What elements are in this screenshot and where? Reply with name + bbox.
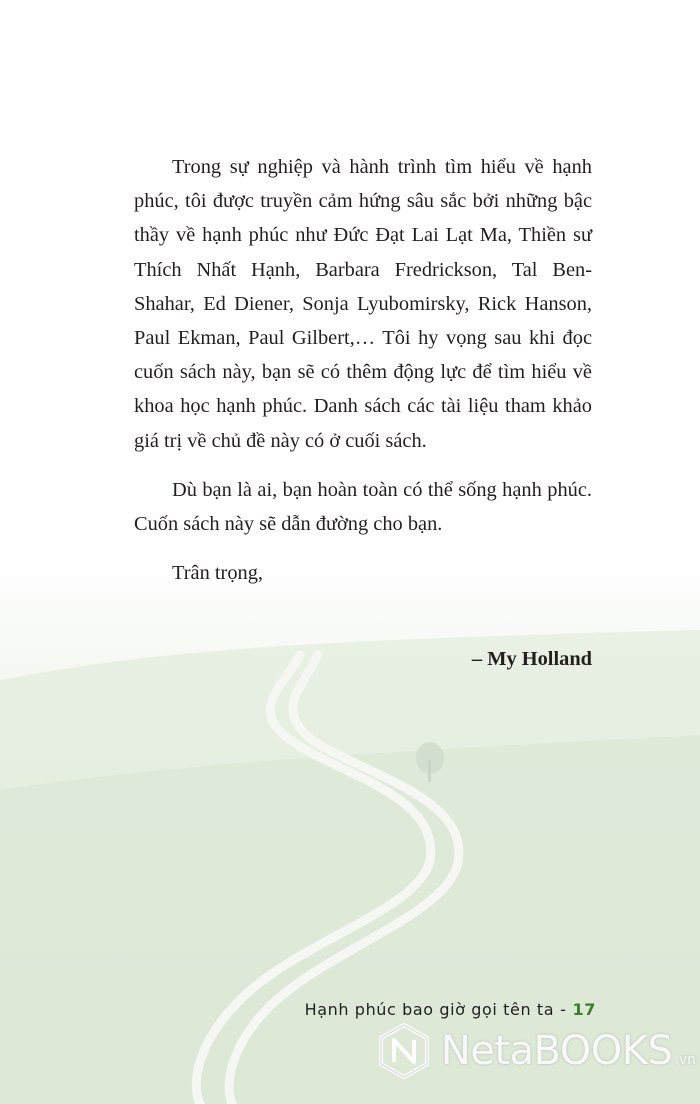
watermark-brand: NetaBOOKS [440, 1028, 673, 1074]
main-text [134, 150, 592, 605]
page-footer [305, 1000, 596, 1019]
paragraph-inspiration: Trong sự nghiệp và hành trình tìm hiểu về hạnh phúc, tôi được truyền cảm hứng sâu sắc bởi những bậc thầy về hạnh phúc như Đức Đạt Lai Lạt Ma, Thiền sư Thích Nhất Hạnh, Barbara Fredrickson, Tal Ben-Shahar, Ed Diener, Sonja Lyubomirsky, Rick Hanson, Paul Ekman, Paul Gilbert,… Tôi hy vọng sau khi đọc cuốn sách này, bạn sẽ có thêm động lực để tìm hiểu về khoa học hạnh phúc. Danh sách các tài liệu tham khảo giá trị về chủ đề này có ở cuối sách. [134, 156, 592, 452]
paragraph-encouragement: Dù bạn là ai, bạn hoàn toàn có thể sống hạnh phúc. Cuốn sách này sẽ dẫn đường cho bạn. [134, 478, 592, 536]
page-number: 17 [572, 1000, 596, 1019]
footer-separator: - [560, 1000, 567, 1019]
running-title: Hạnh phúc bao giờ gọi tên ta [304, 1000, 555, 1019]
author-signature: – My Holland [471, 648, 592, 670]
netabooks-logo-icon [375, 1022, 433, 1080]
closing-line: Trân trọng, [172, 562, 264, 585]
watermark-tld: .vn [674, 1052, 696, 1068]
publisher-watermark [375, 1022, 696, 1080]
